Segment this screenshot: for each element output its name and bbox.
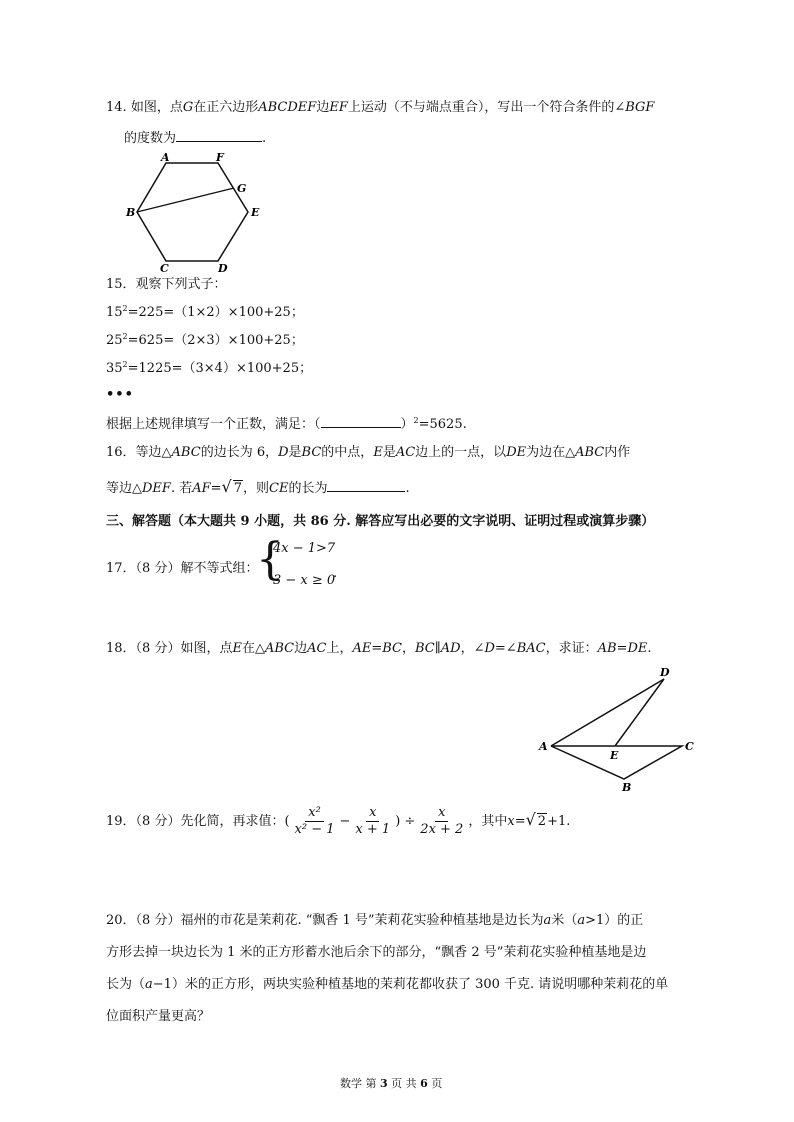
q16-line2: 等边△DEF. 若AF=√ 7，则CE的长为 . — [106, 477, 410, 496]
q17-brace: { — [256, 534, 284, 585]
hexagon-outline — [137, 163, 248, 261]
q17-ineq1: 4x − 1>7 — [273, 541, 336, 556]
q20-line1: 20．（8 分）福州的市花是茉莉花. “飘香 1 号”茉莉花实验种植基地是边长为a米（a>1）的正 — [106, 913, 644, 928]
q17-ineq2: 3 − x ≥ 0 — [273, 573, 336, 588]
tri-label-d: D — [660, 666, 670, 679]
q15-fill: 根据上述规律填写一个正数，满足：（ ）$^2$=5625. — [106, 416, 467, 432]
page-total: 6 — [420, 1077, 428, 1090]
page-number: 3 — [380, 1077, 388, 1090]
hex-label-g: G — [237, 182, 247, 195]
hex-label-c: C — [160, 262, 169, 275]
q19-line: 19．（8 分）先化简，再求值：( $\frac{\text{x²}}{\text{x² − 1}}$ − $\frac{x}{x + 1}$ ) ÷ $\frac{x}{2x + 2}$ ，其中x=√ 2+1. — [106, 805, 571, 837]
segment-bg — [137, 188, 234, 212]
q15-eq2: $25^2=625=(2\times 3)\times 100+25$； — [106, 332, 304, 348]
q17-prompt: 17．（8 分）解不等式组： — [106, 561, 259, 576]
q19-fraction-3: $\frac{x}{2x + 2}$ — [420, 805, 464, 837]
q19-fraction-1: $\frac{\text{x²}}{\text{x² − 1}}$ — [294, 805, 335, 837]
tri-label-b: B — [622, 781, 632, 794]
segment-ad — [551, 679, 664, 746]
q15-dots: ••• — [106, 387, 134, 402]
segment-de — [615, 679, 664, 746]
q15-title: 15．观察下列式子： — [106, 277, 227, 292]
q14-line2: 的度数为 . — [124, 131, 267, 146]
q17-end: . — [333, 566, 338, 581]
q14-answer-blank[interactable] — [176, 129, 262, 142]
q16-line1: 16．等边△ABC的边长为 6，D是BC的中点，E是AC边上的一点，以DE为边在△ABC内作 — [106, 445, 631, 460]
q15-answer-blank[interactable] — [321, 415, 401, 428]
q19-fraction-2: $\frac{x}{x + 1}$ — [355, 805, 391, 837]
section-3-heading: 三、解答题（本大题共 9 小题，共 86 分. 解答应写出必要的文字说明、证明过程或演算步骤） — [106, 514, 655, 529]
tri-label-e: E — [610, 749, 619, 762]
q15-eq1: $15^2=225=(1\times 2)\times 100+25$； — [106, 304, 304, 320]
triangle-figure — [535, 664, 700, 794]
hex-label-f: F — [216, 151, 224, 164]
q14-line1: 14. 如图，点G在正六边形ABCDEF边EF上运动（不与端点重合），写出一个符合条件的∠BGF — [106, 100, 655, 115]
hex-label-e: E — [251, 206, 260, 219]
hex-label-b: B — [126, 206, 136, 219]
tri-label-c: C — [685, 740, 694, 753]
q16-answer-blank[interactable] — [327, 479, 405, 492]
sqrt-symbol: √ — [221, 477, 232, 496]
q18-line: 18．（8 分）如图，点E在△ABC边AC上，AE=BC，BC∥AD，∠D=∠BAC，求证：AB=DE. — [106, 641, 652, 656]
q15-eq3: $35^2=1225=(3\times 4)\times 100+25$； — [106, 360, 313, 376]
page-footer: 数学 第 3 页 共 6 页 — [340, 1077, 443, 1090]
sqrt-symbol-2: √ — [525, 810, 536, 829]
tri-label-a: A — [539, 740, 548, 753]
hex-label-d: D — [218, 262, 228, 275]
hex-label-a: A — [161, 151, 170, 164]
hexagon-figure — [118, 150, 268, 275]
q20-line2: 方形去掉一块边长为 1 米的正方形蓄水池后余下的部分，“飘香 2 号”茉莉花实验种植基地是边 — [106, 945, 647, 960]
q20-line4: 位面积产量更高？ — [106, 1009, 211, 1024]
q20-line3: 长为（a−1）米的正方形，两块实验种植基地的茉莉花都收获了 300 千克. 请说明哪种茉莉花的单 — [106, 977, 669, 992]
